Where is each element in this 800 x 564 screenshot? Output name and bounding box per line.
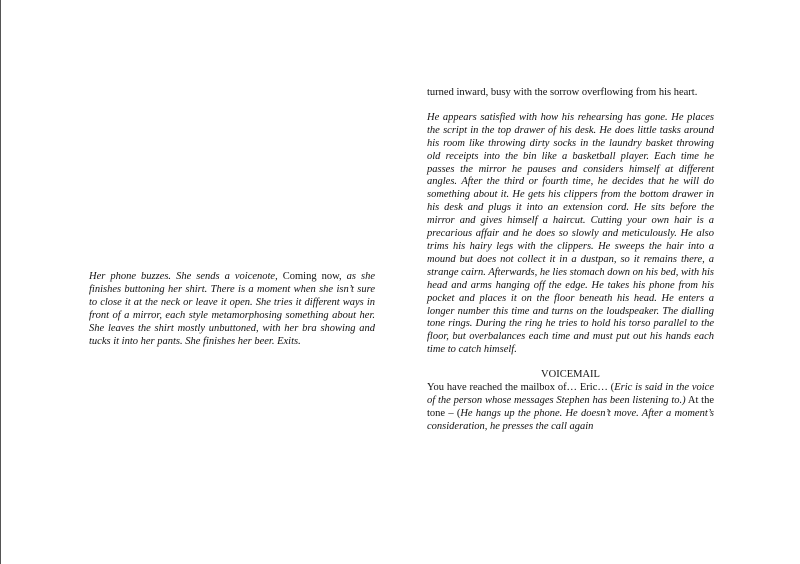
right-stage-direction: He appears satisfied with how his rehearsing has gone. He places the script in the top drawer of his desk. He does little tasks around his room like throwing dirty socks in the laundry basket throwing old receipts into the bin like a basketball player. Each time he passes the mirror he pauses and considers himself at different angles. After the third or fourth time, he decides that he will do something about it. He gets his clippers from the bottom drawer in his desk and plugs it into an extension cord. He sits before the mirror and gives himself a haircut. Cutting your own hair is a precarious affair and he does so slowly and meticulously. He also trims his hairy legs with the clippers. He sweeps the hair into a mound but does not collect it in a dustpan, so it remains there, a strange cairn. Afterwards, he lies stomach down on his bed, with his head and arms hanging off the edge. He takes his phone from his pocket and places it on the floor beneath his head. He enters a longer number this time and turns on the loudspeaker. The dialling tone rings. During the ring he tries to hold his torso parallel to the floor, but overbalances each time and must put out his hands each time to catch himself. [427, 111, 715, 356]
voicemail-heading: VOICEMAIL [541, 369, 600, 381]
voicemail-part-1: You have reached the mailbox of… Eric… ( [427, 382, 615, 394]
page-edge-line [0, 0, 1, 564]
right-page [427, 87, 714, 434]
voicenote-quote: Coming now, [282, 271, 342, 282]
left-para-part-2: as she finishes buttoning her shirt. There is a moment when she isn’t sure to close it at the neck or leave it open. She tries it different ways in front of a mirror, each style metamorphosing something about her. She leaves the shirt mostly unbuttoned, with her bra showing and tucks it into her pants. She finishes her beer. Exits. [89, 271, 375, 347]
voicemail-part-3: At the tone – ( [427, 394, 714, 419]
right-para-continuation: turned inward, busy with the sorrow overflowing from his heart. [427, 87, 698, 98]
voicemail-part-2: Eric is said in the voice of the person whose messages Stephen has been listening to.) [427, 382, 714, 406]
left-para-part-1: Her phone buzzes. She sends a voicenote, [89, 271, 283, 282]
left-page [89, 271, 375, 348]
voicemail-part-4: He hangs up the phone. He doesn’t move. After a moment’s consideration, he presses the call again [427, 407, 714, 432]
voicemail-paragraph [427, 382, 714, 434]
left-stage-direction [89, 271, 375, 348]
